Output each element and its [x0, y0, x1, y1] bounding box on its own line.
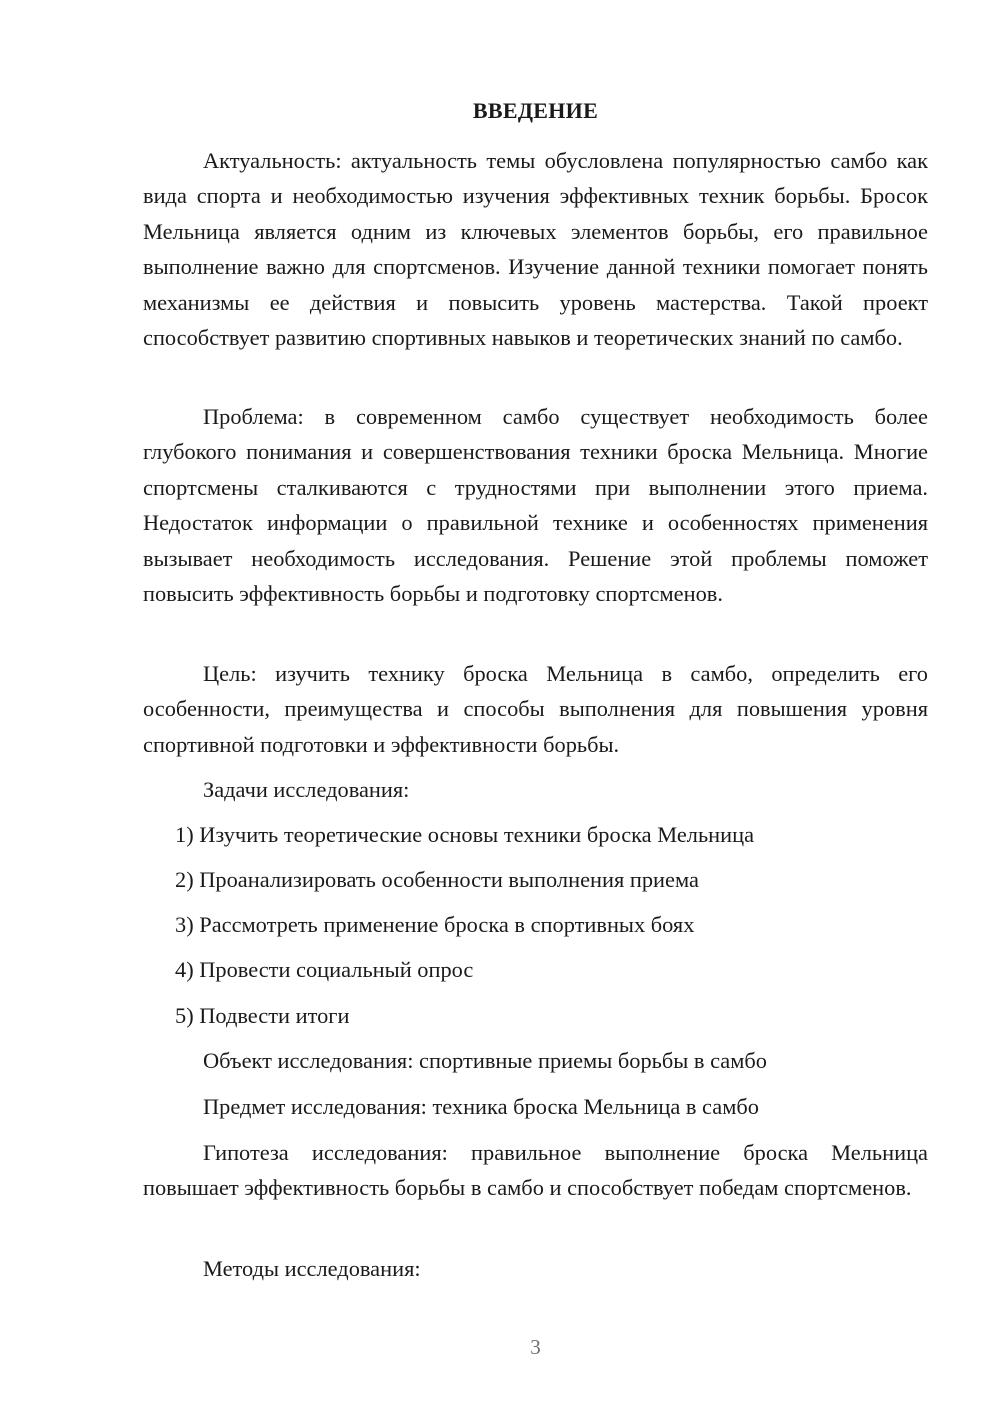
tasks-heading: Задачи исследования:	[203, 777, 410, 802]
research-subject: Предмет исследования: техника броска Мельница в самбо	[203, 1094, 759, 1119]
page-number: 3	[530, 1335, 541, 1359]
goal-paragraph: Цель: изучить технику броска Мельница в самбо, определить его особенности, преимущества и способы выполнения для повышения уровня спортивной подготовки и эффективности борьбы.	[143, 661, 928, 757]
relevance-paragraph: Актуальность: актуальность темы обусловлена популярностью самбо как вида спорта и необходимостью изучения эффективных техник борьбы. Бросок Мельница является одним из ключевых элементов борьбы, его правильное выполнение важно для спортсменов. Изучение данной техники помогает понять механизмы ее действия и повысить уровень мастерства. Такой проект способствует развитию спортивных навыков и теоретических знаний по самбо.	[143, 148, 928, 351]
research-object: Объект исследования: спортивные приемы борьбы в самбо	[203, 1048, 767, 1073]
hypothesis-paragraph: Гипотеза исследования: правильное выполнение броска Мельница повышает эффективность борьбы в самбо и способствует победам спортсменов.	[143, 1140, 928, 1201]
section-title: ВВЕДЕНИЕ	[472, 98, 599, 123]
task-item: 2) Проанализировать особенности выполнения приема	[175, 867, 699, 892]
task-item: 4) Провести социальный опрос	[175, 957, 474, 982]
document-page	[143, 0, 928, 1414]
task-item: 1) Изучить теоретические основы техники броска Мельница	[175, 822, 755, 847]
task-item: 3) Рассмотреть применение броска в спортивных боях	[175, 912, 695, 937]
problem-paragraph: Проблема: в современном самбо существует необходимость более глубокого понимания и совершенствования техники броска Мельница. Многие спортсмены сталкиваются с трудностями при выполнении этого приема. Недостаток информации о правильной технике и особенностях применения вызывает необходимость исследования. Решение этой проблемы поможет повысить эффективность борьбы и подготовку спортсменов.	[143, 404, 928, 607]
task-item: 5) Подвести итоги	[175, 1003, 350, 1028]
methods-heading: Методы исследования:	[203, 1256, 421, 1281]
